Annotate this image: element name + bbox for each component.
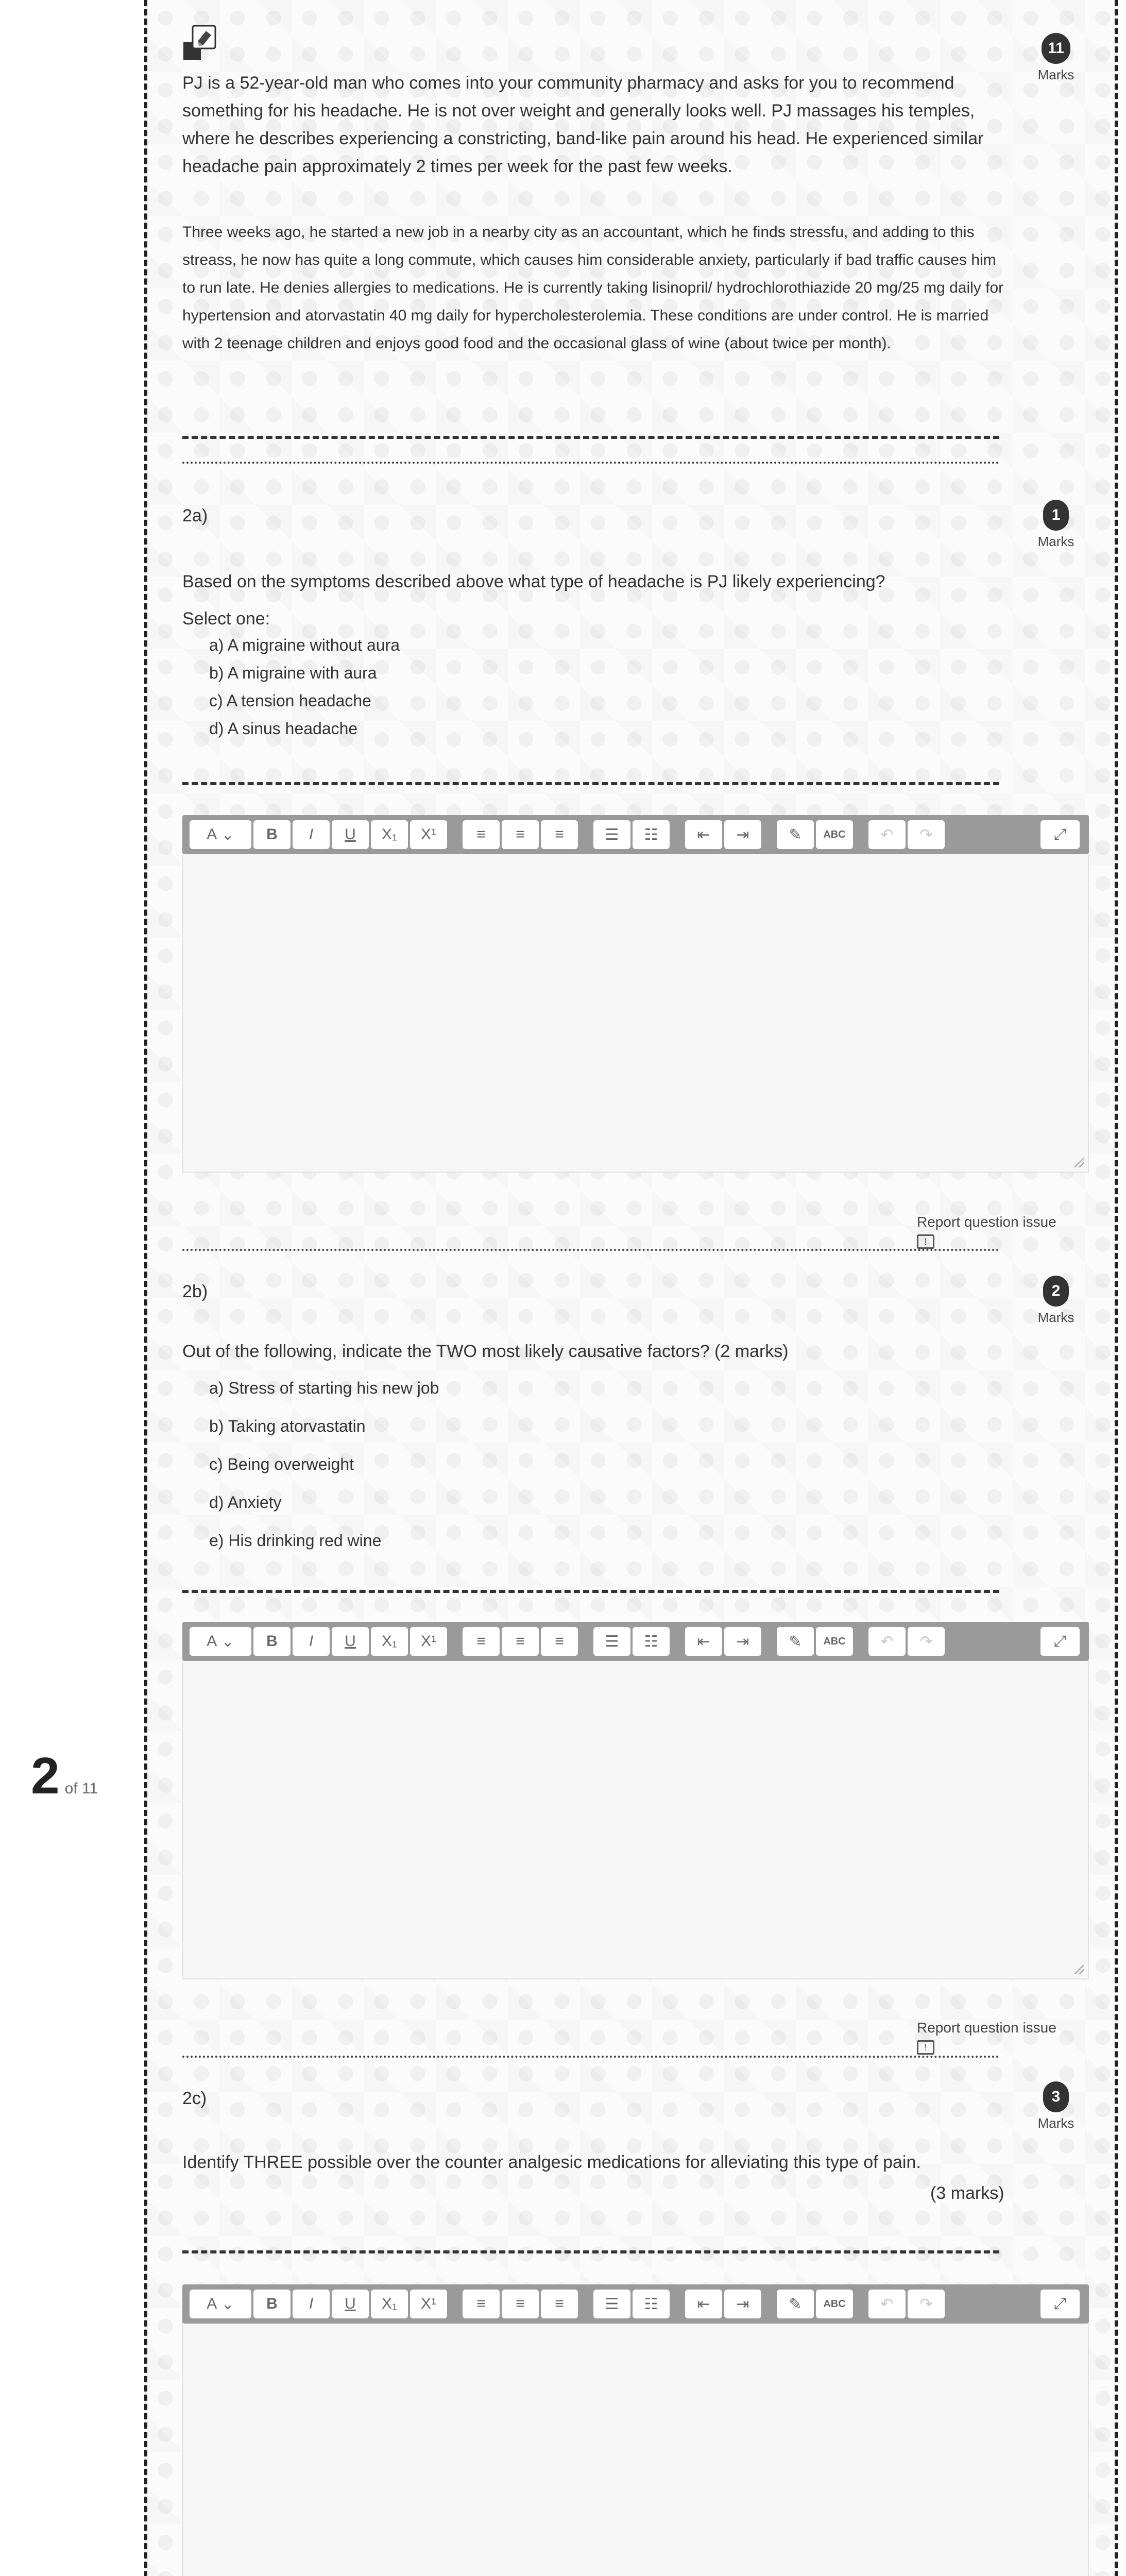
- italic-button[interactable]: I: [293, 820, 330, 849]
- q2b-option[interactable]: e) His drinking red wine: [209, 1531, 382, 1550]
- divider: [182, 1249, 999, 1251]
- outdent-button[interactable]: ⇤: [685, 1627, 722, 1656]
- align-left-button[interactable]: ≡: [463, 820, 500, 849]
- question-total: of 11: [64, 1780, 98, 1797]
- flag-icon[interactable]: !: [917, 1234, 934, 1249]
- spellcheck-button[interactable]: ABC: [816, 2290, 853, 2318]
- stem-marks: [1035, 33, 1077, 83]
- expand-icon[interactable]: ⤢: [1040, 1627, 1080, 1656]
- answer-editor: [182, 1622, 1089, 1979]
- italic-button[interactable]: I: [293, 2290, 330, 2318]
- report-label: Report question issue: [917, 1214, 1056, 1230]
- q2b-label: 2b): [182, 1282, 208, 1301]
- superscript-button[interactable]: X¹: [410, 2290, 447, 2318]
- underline-button[interactable]: U: [332, 1627, 369, 1656]
- align-center-button[interactable]: ≡: [502, 1627, 539, 1656]
- font-size-button[interactable]: A ⌄: [190, 2290, 251, 2318]
- resize-handle[interactable]: [1074, 1158, 1084, 1167]
- q2c-label: 2c): [182, 2089, 207, 2108]
- undo-button[interactable]: ↶: [868, 1627, 906, 1656]
- resize-handle[interactable]: [1074, 1965, 1084, 1974]
- left-rail: [0, 0, 141, 2576]
- bold-button[interactable]: B: [253, 1627, 291, 1656]
- divider: [182, 1590, 999, 1593]
- redo-button[interactable]: ↷: [908, 2290, 945, 2318]
- expand-icon[interactable]: ⤢: [1040, 2290, 1080, 2318]
- divider: [182, 436, 999, 439]
- stem-paragraph-1: PJ is a 52-year-old man who comes into your community pharmacy and asks for you to recommend something for his headache. He is not over weight and generally looks well. PJ massages his temples, where he describes experiencing a constricting, band-like pain around his head. He experienced similar headache pain approximately 2 times per week for the past few weeks.: [182, 73, 984, 176]
- q2c-question: Identify THREE possible over the counter analgesic medications for alleviating this type of pain.: [182, 2153, 921, 2172]
- italic-button[interactable]: I: [293, 1627, 330, 1656]
- q2b-option[interactable]: d) Anxiety: [209, 1493, 282, 1512]
- eraser-icon[interactable]: [183, 24, 225, 60]
- q2a-option[interactable]: a) A migraine without aura: [209, 636, 400, 654]
- edit-button[interactable]: ✎: [777, 820, 814, 849]
- align-right-button[interactable]: ≡: [541, 820, 578, 849]
- indent-button[interactable]: ⇥: [724, 2290, 761, 2318]
- indent-button[interactable]: ⇥: [724, 820, 761, 849]
- q2a-label: 2a): [182, 506, 208, 526]
- superscript-button[interactable]: X¹: [410, 1627, 447, 1656]
- question-counter: [31, 1747, 98, 1806]
- q2c-marks-label: Marks: [1037, 2115, 1074, 2131]
- q2a-select-one: Select one:: [182, 609, 270, 629]
- answer-textarea[interactable]: [182, 2324, 1089, 2576]
- report-label: Report question issue: [917, 2020, 1056, 2036]
- answer-editor: [182, 2284, 1089, 2576]
- numbered-list-button[interactable]: ☷: [633, 1627, 670, 1656]
- undo-button[interactable]: ↶: [868, 2290, 906, 2318]
- redo-button[interactable]: ↷: [908, 1627, 945, 1656]
- answer-textarea[interactable]: [182, 1661, 1089, 1979]
- q2a-marks: [1035, 500, 1077, 550]
- q2a-option[interactable]: d) A sinus headache: [209, 719, 358, 738]
- bold-button[interactable]: B: [253, 2290, 291, 2318]
- align-left-button[interactable]: ≡: [463, 2290, 500, 2318]
- stem-marks-label: Marks: [1037, 67, 1074, 82]
- bullet-list-button[interactable]: ☰: [593, 820, 630, 849]
- subscript-button[interactable]: X₁: [371, 820, 408, 849]
- editor-toolbar: [182, 1622, 1089, 1661]
- expand-icon[interactable]: ⤢: [1040, 820, 1080, 849]
- subscript-button[interactable]: X₁: [371, 1627, 408, 1656]
- q2b-marks-badge: 2: [1043, 1276, 1069, 1307]
- q2c-marks: [1035, 2081, 1077, 2131]
- bullet-list-button[interactable]: ☰: [593, 1627, 630, 1656]
- divider: [182, 2056, 999, 2058]
- answer-editor: [182, 815, 1089, 1173]
- q2a-option[interactable]: b) A migraine with aura: [209, 664, 377, 682]
- bullet-list-button[interactable]: ☰: [593, 2290, 630, 2318]
- font-size-button[interactable]: A ⌄: [190, 1627, 251, 1656]
- underline-button[interactable]: U: [332, 2290, 369, 2318]
- font-size-button[interactable]: A ⌄: [190, 820, 251, 849]
- edit-button[interactable]: ✎: [777, 1627, 814, 1656]
- indent-button[interactable]: ⇥: [724, 1627, 761, 1656]
- stem-marks-badge: 11: [1042, 33, 1070, 64]
- numbered-list-button[interactable]: ☷: [633, 2290, 670, 2318]
- stem-paragraph-2: Three weeks ago, he started a new job in a nearby city as an accountant, which he finds stressfu, and adding to this streass, he now has quite a long commute, which causes him considerable anxiety, particularly if bad traffic causes him to run late. He denies allergies to medications. He is currently taking lisinopril/ hydrochlorothiazide 20 mg/25 mg daily for hypertension and atorvastatin 40 mg daily for hypercholesterolemia. These conditions are under control. He is married with 2 teenage children and enjoys good food and the occasional glass of wine (about twice per month).: [182, 224, 1004, 352]
- answer-textarea[interactable]: [182, 854, 1089, 1173]
- underline-button[interactable]: U: [332, 820, 369, 849]
- q2b-marks-label: Marks: [1037, 1310, 1074, 1325]
- q2a-report[interactable]: [917, 1214, 1056, 1249]
- q2b-question: Out of the following, indicate the TWO most likely causative factors? (2 marks): [182, 1342, 789, 1361]
- align-left-button[interactable]: ≡: [463, 1627, 500, 1656]
- q2c-marks-note: (3 marks): [930, 2183, 1004, 2203]
- q2b-option[interactable]: a) Stress of starting his new job: [209, 1379, 439, 1397]
- q2a-question: Based on the symptoms described above what type of headache is PJ likely experiencing?: [182, 572, 885, 591]
- q2a-marks-badge: 1: [1043, 500, 1069, 531]
- q2b-report[interactable]: [917, 2020, 1056, 2055]
- align-right-button[interactable]: ≡: [541, 1627, 578, 1656]
- redo-button[interactable]: ↷: [908, 820, 945, 849]
- q2a-option[interactable]: c) A tension headache: [209, 691, 371, 710]
- q2b-marks: [1035, 1276, 1077, 1326]
- undo-button[interactable]: ↶: [868, 820, 906, 849]
- question-panel: [144, 0, 1118, 2576]
- spellcheck-button[interactable]: ABC: [816, 820, 853, 849]
- outdent-button[interactable]: ⇤: [685, 2290, 722, 2318]
- numbered-list-button[interactable]: ☷: [633, 820, 670, 849]
- superscript-button[interactable]: X¹: [410, 820, 447, 849]
- editor-toolbar: [182, 2284, 1089, 2324]
- outdent-button[interactable]: ⇤: [685, 820, 722, 849]
- flag-icon[interactable]: !: [917, 2040, 934, 2055]
- q2a-marks-label: Marks: [1037, 534, 1074, 549]
- q2b-option[interactable]: c) Being overweight: [209, 1455, 354, 1473]
- edit-button[interactable]: ✎: [777, 2290, 814, 2318]
- q2b-option[interactable]: b) Taking atorvastatin: [209, 1417, 366, 1435]
- divider: [182, 782, 999, 785]
- subscript-button[interactable]: X₁: [371, 2290, 408, 2318]
- align-right-button[interactable]: ≡: [541, 2290, 578, 2318]
- spellcheck-button[interactable]: ABC: [816, 1627, 853, 1656]
- divider: [182, 462, 999, 464]
- question-number: 2: [31, 1747, 60, 1805]
- editor-toolbar: [182, 815, 1089, 854]
- align-center-button[interactable]: ≡: [502, 2290, 539, 2318]
- bold-button[interactable]: B: [253, 820, 291, 849]
- divider: [182, 2250, 999, 2253]
- align-center-button[interactable]: ≡: [502, 820, 539, 849]
- q2c-marks-badge: 3: [1043, 2081, 1069, 2112]
